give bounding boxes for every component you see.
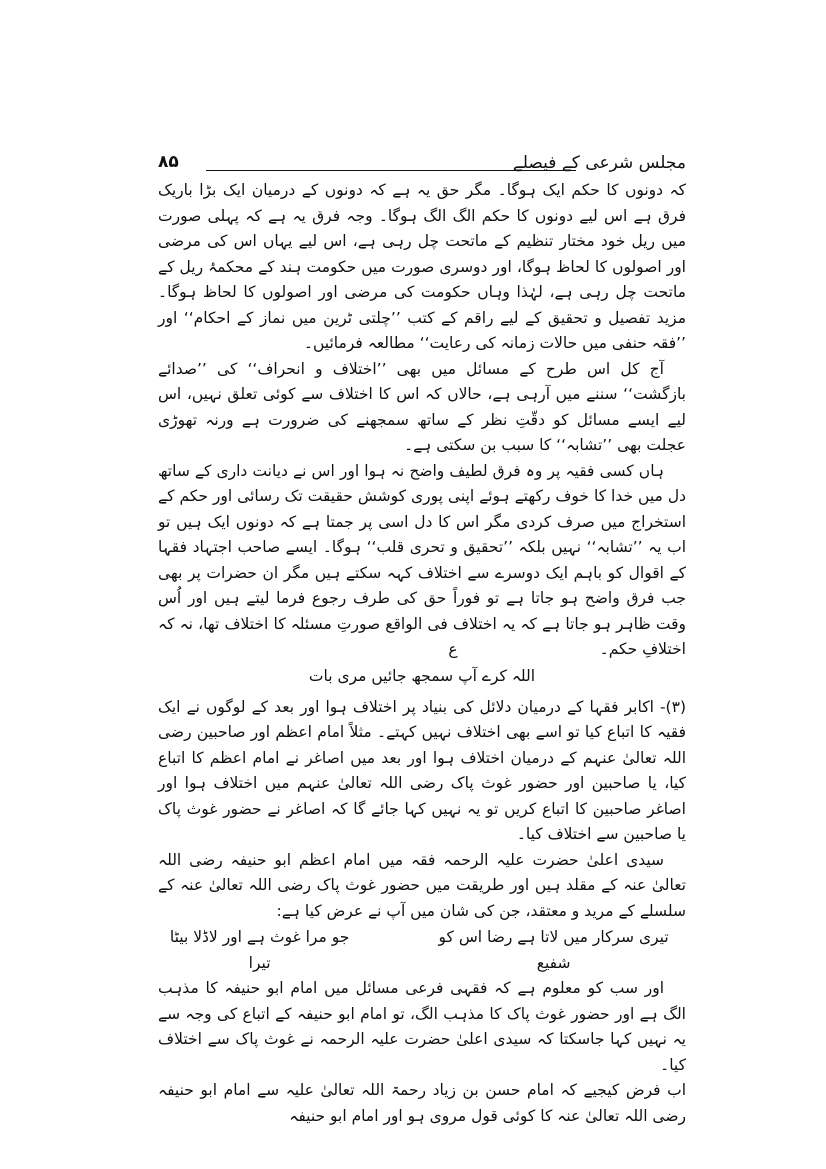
page-body [158,178,686,1129]
couplet-hemistich-2: جو مرا غوث ہے اور لاڈلا بیٹا تیرا [169,928,350,972]
paragraph-4: (۳)- اکابر فقہا کے درمیان دلائل کی بنیاد پر اختلاف ہوا اور بعد کے لوگوں نے ایک فقیہ کا اتباع کیا تو اسے بھی اختلاف نہیں کہتے۔ مثلاً امام اعظم اور صاحبین رضی اللہ تعالیٰ عنہم کے درمیان اختلاف ہوا اور بعد میں اصاغر نے امام اعظم کا اتباع کیا، یا صاحبین اور حضور غوث پاک رضی اللہ تعالیٰ عنہم میں اختلاف ہوا اور اصاغر صاحبین کا اتباع کریں تو یہ نہیں کہا جائے گا کہ اصاغر نے حضور غوث پاک یا صاحبین سے اختلاف کیا۔ [158,697,686,843]
paragraph-2: آج کل اس طرح کے مسائل میں بھی ’’اختلاف و انحراف‘‘ کی ’’صدائے بازگشت‘‘ سننے میں آرہی ہے، حالاں کہ اس کا اختلاف سے کوئی تعلق نہیں، اس لیے ایسے مسائل کو دقّتِ نظر کے ساتھ سمجھنے کی ضرورت ہے ورنہ تھوڑی عجلت بھی ’’تشابہ‘‘ کا سبب بن سکتی ہے۔ [158,359,686,454]
couplet-verse [158,924,686,976]
paragraph-7: اب فرض کیجیے کہ امام حسن بن زیاد رحمۃ اللہ تعالیٰ علیہ سے امام ابو حنیفہ رضی اللہ تعالیٰ عنہ کا کوئی قول مروی ہو اور امام ابو حنیفہ [158,1081,686,1125]
couplet-line: اللہ کرے آپ سمجھ جائیں مری بات [308,666,536,685]
paragraph-6: اور سب کو معلوم ہے کہ فقہی فرعی مسائل میں امام ابو حنیفہ کا مذہب الگ ہے اور حضور غوث پاک کا مذہب الگ، تو امام ابو حنیفہ کے اتباع کی وجہ سے یہ نہیں کہا جاسکتا کہ سیدی اعلیٰ حضرت علیہ الرحمہ نے غوث پاک سے اختلاف کیا۔ [158,979,686,1074]
paragraph-1: کہ دونوں کا حکم ایک ہوگا۔ مگر حق یہ ہے کہ دونوں کے درمیان ایک بڑا باریک فرق ہے اس لیے دونوں کا حکم الگ الگ ہوگا۔ وجہ فرق یہ ہے کہ پہلی صورت میں ریل خود مختار تنظیم کے ماتحت چل رہی ہے، اس لیے یہاں اس کی مرضی اور اصولوں کا لحاظ ہوگا، اور دوسری صورت میں حکومت ہند کے محکمۂ ریل کے ماتحت چل رہی ہے، لہٰذا وہاں حکومت کی مرضی اور اصولوں کا لحاظ ہوگا۔ مزید تفصیل و تحقیق کے لیے راقم کے کتب ’’چلتی ٹرین میں نماز کے احکام‘‘ اور ’’فقہ حنفی میں حالات زمانہ کی رعایت‘‘ مطالعہ فرمائیں۔ [158,181,686,352]
running-title: مجلس شرعی کے فیصلے [512,153,686,173]
verse-marker: ع [448,640,458,658]
page-number: ۸۵ [158,152,179,172]
page-header [158,148,686,178]
header-rule [206,170,576,171]
couplet-hemistich-1: تیری سرکار میں لاتا ہے رضا اس کو شفیع [438,928,669,972]
paragraph-3 [158,459,686,663]
paragraph-3-text: ہاں کسی فقیہ پر وہ فرق لطیف واضح نہ ہوا اور اس نے دیانت داری کے ساتھ دل میں خدا کا خوف رکھتے ہوئے اپنی پوری کوشش حقیقت تک رسائی اور حکم کے استخراج میں صرف کردی مگر اس کا دل اسی پر جمتا ہے کہ دونوں ایک ہیں تو اب یہ ’’تشابہ‘‘ نہیں بلکہ ’’تحقیق و تحری قلب‘‘ ہوگا۔ ایسے صاحب اجتہاد فقہا کے اقوال کو باہم ایک دوسرے سے اختلاف کہہ سکتے ہیں مگر ان حضرات پر بھی جب فرق واضح ہو جاتا ہے تو فوراً حق کی طرف رجوع فرما لیتے ہیں اور اُس وقت ظاہر ہو جاتا ہے کہ یہ اختلاف فی الواقع صورتِ مسئلہ کا اختلاف تھا، نہ کہ اختلافِ حکم۔ [158,461,686,658]
paragraph-5: سیدی اعلیٰ حضرت علیہ الرحمہ فقہ میں امام اعظم ابو حنیفہ رضی اللہ تعالیٰ عنہ کے مقلد ہیں اور طریقت میں حضور غوث پاک رضی اللہ تعالیٰ عنہ کے سلسلے کے مرید و معتقد، جن کی شان میں آپ نے عرض کیا ہے: [158,850,686,920]
